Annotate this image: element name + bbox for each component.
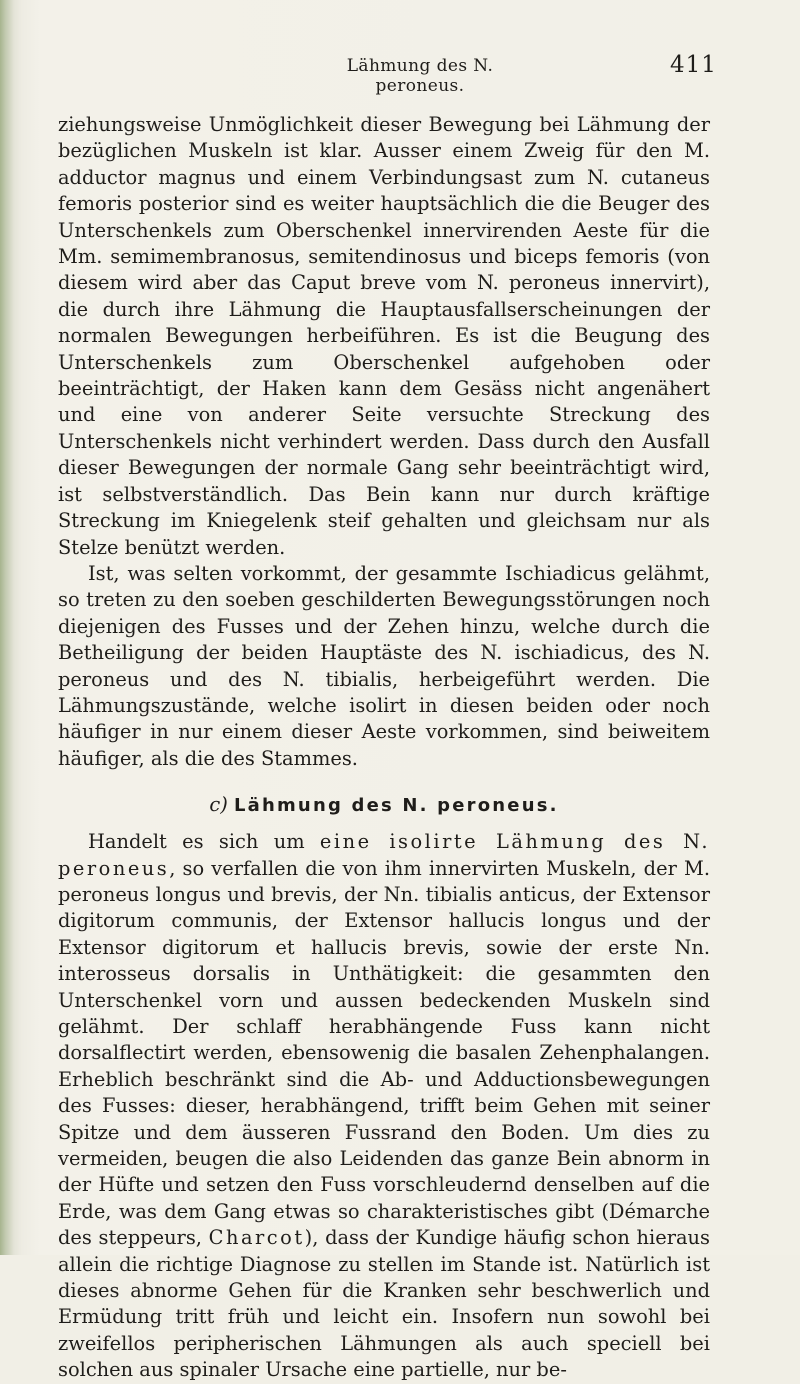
paragraph-1: ziehungsweise Unmöglichkeit dieser Bewegung bei Lähmung der bezüglichen Muskeln ist klar. Ausser einem Zweig für den M. adductor magnus und einem Verbindungsast zum N. cutaneus femoris posterior sind es weiter hauptsächlich die die Beuger des Unterschenkels zum Oberschenkel innervirenden Aeste für die Mm. semimembranosus, semitendinosus und biceps femoris (von diesem wird aber das Caput breve vom N. peroneus innervirt), die durch ihre Lähmung die Hauptausfallserscheinungen der normalen Bewegungen herbeiführen. Es ist die Beugung des Unterschenkels zum Oberschenkel aufgehoben oder beeinträchtigt, der Haken kann dem Gesäss nicht angenähert und eine von anderer Seite versuchte Streckung des Unterschenkels nicht verhindert werden. Dass durch den Ausfall dieser Bewegungen der normale Gang sehr beeinträchtigt wird, ist selbstverständlich. Das Bein kann nur durch kräftige Streckung im Kniegelenk steif gehalten und gleichsam nur als Stelze benützt werden. <box>58 113 710 559</box>
book-spine-shadow <box>0 0 14 1255</box>
paragraph-2: Ist, was selten vorkommt, der gesammte Ischiadicus gelähmt, so treten zu den soeben geschilderten Bewegungsstörungen noch diejenigen des Fusses und der Zehen hinzu, welche durch die Betheiligung der beiden Hauptäste des N. ischiadicus, des N. peroneus und des N. tibialis, herbeigeführt werden. Die Lähmungszustände, welche isolirt in diesen beiden oder noch häufiger in nur einem dieser Aeste vorkommen, sind beiweitem häufiger, als die des Stammes. <box>58 561 710 770</box>
section-heading <box>58 792 710 819</box>
section-title: Lähmung des N. peroneus. <box>233 795 559 817</box>
body-text <box>58 112 710 1384</box>
section-label: c) <box>209 793 228 817</box>
paragraph-3-text-continued: ), dass der Kundige häufig schon hieraus allein die richtige Diagnose zu stellen im Stande ist. Natürlich ist dieses abnorme Gehen für die Kranken sehr beschwerlich und Ermüdung tritt früh und leicht ein. Insofern nun sowohl bei zweifellos peripherischen Lähmungen als auch speciell bei solchen aus spinaler Ursache eine partielle, nur be- <box>58 1226 710 1382</box>
paragraph-3-text: , so verfallen die von ihm innervirten Muskeln, der M. peroneus longus und brevis, der Nn. tibialis anticus, der Extensor digitorum communis, der Extensor hallucis longus und der Extensor digitorum et hallucis brevis, sowie der erste Nn. interosseus dorsalis in Unthätigkeit: die gesammten den Unterschenkel vorn und aussen bedeckenden Muskeln sind gelähmt. Der schlaff herabhängende Fuss kann nicht dorsalflectirt werden, ebensowenig die basalen Zehenphalangen. Erheblich beschränkt sind die Ab- und Adductionsbewegungen des Fusses: dieser, herabhängend, trifft beim Gehen mit seiner Spitze und dem äusseren Fussrand den Boden. Um dies zu vermeiden, beugen die also Leidenden das ganze Bein abnorm in der Hüfte und setzen den Fuss vorschleudernd denselben auf die Erde, was dem Gang etwas so charakteristisches gibt (Démarche des steppeurs, <box>58 856 710 1250</box>
paragraph-3-spaced-emphasis: eine isolirte Lähmung des N. peroneus <box>58 830 710 880</box>
page-header <box>0 44 800 96</box>
page-number: 411 <box>670 52 717 78</box>
paragraph-3-author-name: Charcot <box>208 1226 305 1250</box>
paragraph-3 <box>58 829 710 1384</box>
paragraph-3-lead: Handelt es sich um <box>88 830 320 854</box>
running-title: Lähmung des N. peroneus. <box>346 56 494 96</box>
